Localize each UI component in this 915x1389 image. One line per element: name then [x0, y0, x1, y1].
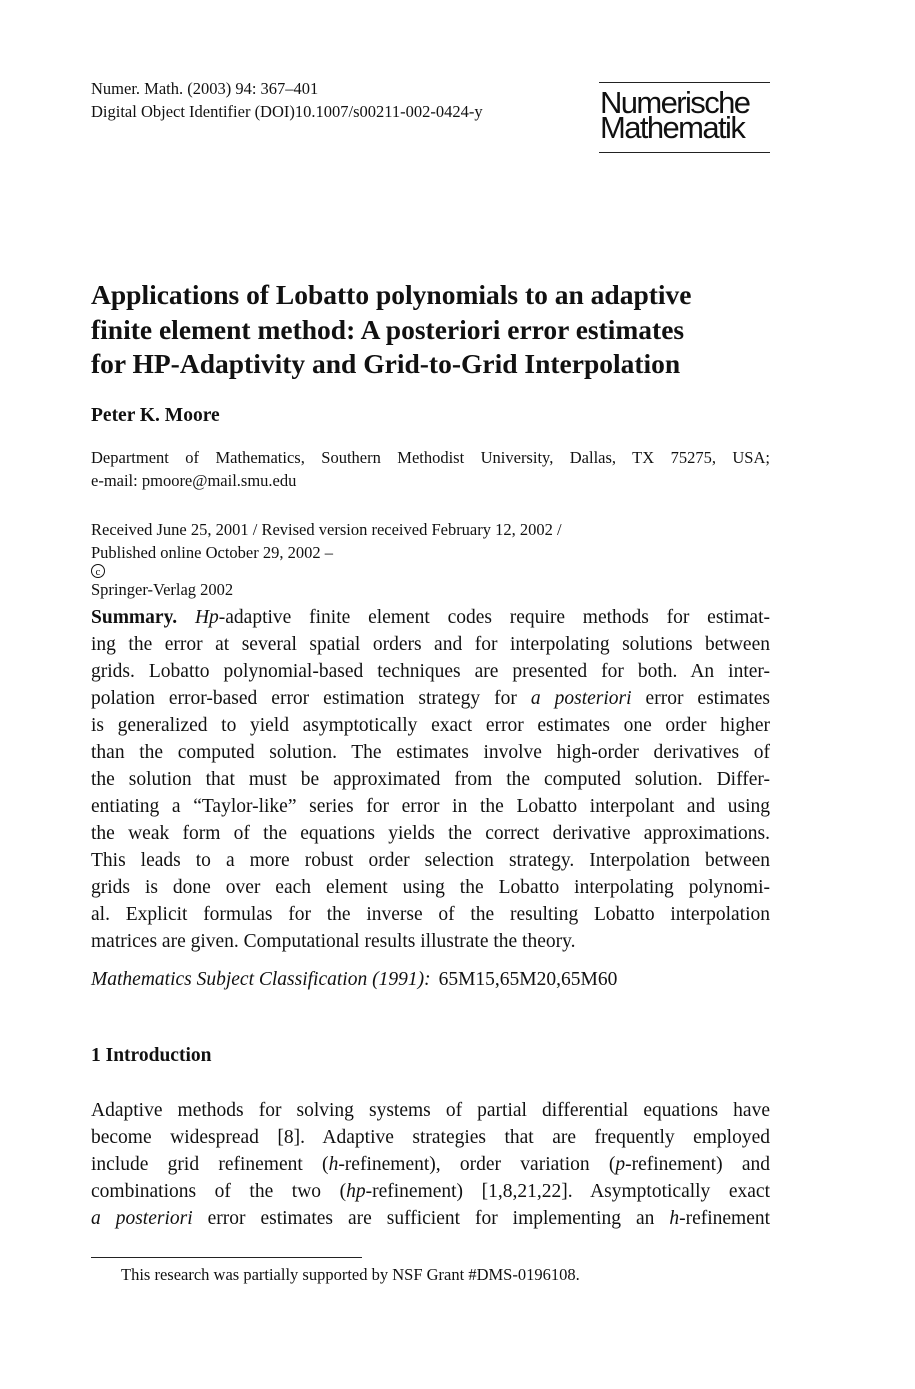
summary-line: ing the error at several spatial orders and for interpolating solutions between — [91, 634, 770, 655]
section-heading: 1 Introduction — [91, 1045, 212, 1066]
affiliation-address: Department of Mathematics, Southern Methodist University, Dallas, TX 75275, USA; — [91, 448, 770, 467]
logo-line-1: Numerische — [600, 85, 750, 120]
subject-classification — [91, 969, 617, 991]
intro-line: combinations of the two (hp-refinement) [1,8,21,22]. Asymptotically exact — [91, 1181, 770, 1202]
intro-line: a posteriori error estimates are sufficient for implementing an h-refinement — [91, 1208, 771, 1229]
summary-line: polation error-based error estimation strategy for a posteriori error estimates — [91, 688, 770, 709]
publication-dates — [91, 518, 562, 601]
msc-label: Mathematics Subject Classification (1991): — [91, 969, 431, 990]
summary-line: matrices are given. Computational results illustrate the theory. — [91, 931, 576, 952]
summary-line: al. Explicit formulas for the inverse of the resulting Lobatto interpolation — [91, 904, 770, 925]
intro-line: include grid refinement (h-refinement), order variation (p-refinement) and — [91, 1154, 770, 1175]
title-line: finite element method: A posteriori error estimates — [91, 313, 685, 345]
summary-line: This leads to a more robust order selection strategy. Interpolation between — [91, 850, 770, 871]
summary-label: Summary. — [91, 607, 178, 628]
journal-doi: Digital Object Identifier (DOI)10.1007/s00211-002-0424-y — [91, 102, 483, 121]
affiliation — [91, 446, 770, 492]
journal-citation: Numer. Math. (2003) 94: 367–401 — [91, 79, 319, 98]
summary-line: grids is done over each element using the Lobatto interpolating polynomi- — [91, 877, 770, 898]
summary-line: Summary. Hp-adaptive finite element codes require methods for estimat- — [91, 607, 770, 628]
msc-codes: 65M15,65M20,65M60 — [438, 969, 618, 990]
summary-line: entiating a “Taylor-like” series for error in the Lobatto interpolant and using — [91, 796, 770, 817]
logo-line-2: Mathematik — [600, 110, 745, 145]
summary-line: grids. Lobatto polynomial-based techniques are presented for both. An inter- — [91, 661, 770, 682]
footnote-divider — [91, 1257, 362, 1258]
paper-title — [91, 278, 791, 382]
author-name: Peter K. Moore — [91, 405, 220, 426]
summary-line: the solution that must be approximated from the computed solution. Differ- — [91, 769, 770, 790]
copyright-icon: c — [91, 564, 105, 578]
summary-line: the weak form of the equations yields the correct derivative approximations. — [91, 823, 770, 844]
title-line: Applications of Lobatto polynomials to an adaptive — [91, 279, 692, 310]
published-line — [91, 541, 562, 601]
affiliation-email: e-mail: pmoore@mail.smu.edu — [91, 471, 297, 490]
intro-line: Adaptive methods for solving systems of partial differential equations have — [91, 1100, 770, 1121]
received-dates: Received June 25, 2001 / Revised version received February 12, 2002 / — [91, 520, 562, 539]
introduction-text — [91, 1097, 770, 1232]
footnote: This research was partially supported by NSF Grant #DMS-0196108. — [121, 1265, 580, 1284]
title-line: for HP-Adaptivity and Grid-to-Grid Interpolation — [91, 348, 681, 379]
summary-abstract — [91, 604, 770, 955]
summary-line: is generalized to yield asymptotically exact error estimates one order higher — [91, 715, 770, 736]
journal-logo — [599, 82, 770, 153]
summary-line: than the computed solution. The estimates involve high-order derivatives of — [91, 742, 770, 763]
published-date: Published online October 29, 2002 – — [91, 543, 333, 562]
publisher: Springer-Verlag 2002 — [91, 580, 234, 599]
journal-reference — [91, 77, 483, 123]
intro-line: become widespread [8]. Adaptive strategies that are frequently employed — [91, 1127, 770, 1148]
